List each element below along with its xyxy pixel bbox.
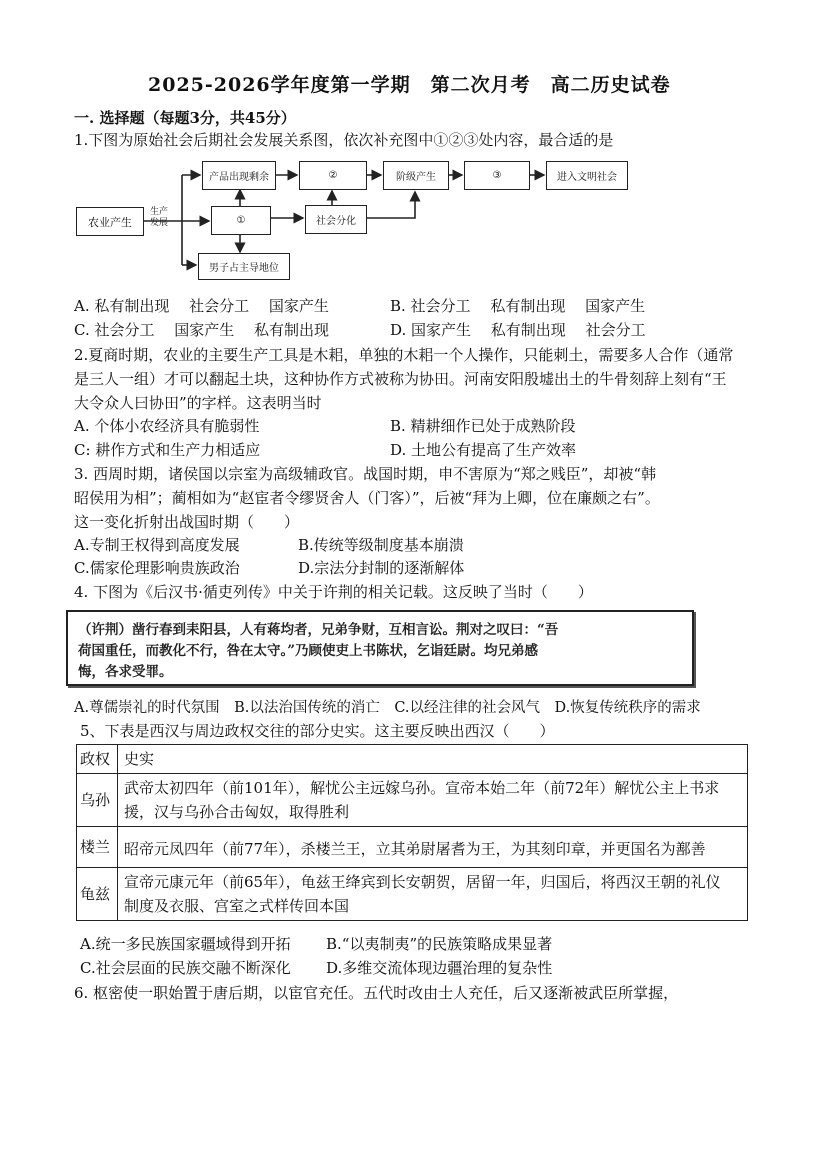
q1-option-c: C. 社会分工 国家产生 私有制出现 — [74, 321, 330, 339]
facts-line: 昭帝元凤四年（前77年），杀楼兰王，立其弟尉屠耆为王，为其刻印章，并更国名为鄯善 — [124, 840, 706, 858]
quote-line-3: 悔，各求受罪。 — [78, 664, 173, 680]
q3-option-a: A.专制王权得到高度发展 — [74, 536, 240, 554]
diagram-connectors — [0, 0, 816, 300]
facts-line: 制度及衣服、宫室之式样传回本国 — [124, 897, 350, 915]
q5-stem: 5、下表是西汉与周边政权交往的部分史实。这主要反映出西汉（ ） — [80, 722, 555, 740]
q4-stem: 4. 下图为《后汉书·循吏列传》中关于许荆的相关记载。这反映了当时（ ） — [74, 583, 593, 601]
exam-title: 2025-2026学年度第一学期 第二次月考 高二历史试卷 — [148, 74, 671, 96]
q3-option-d: D.宗法分封制的逐渐解体 — [298, 559, 465, 577]
facts-line: 宣帝元康元年（前65年），龟兹王绛宾到长安朝贺，居留一年，归国后，将西汉王朝的礼仪 — [124, 873, 721, 891]
q2-line-1: 2.夏商时期，农业的主要生产工具是木耜，单独的木耜一个人操作，只能刺土，需要多人合作（通常 — [74, 346, 734, 364]
circle2-box: ② — [299, 161, 367, 190]
agri-box: 农业产生 — [76, 207, 144, 236]
q5-option-b: B.“以夷制夷”的民族策略成果显著 — [326, 935, 553, 953]
circle3-box: ③ — [464, 161, 530, 190]
q5-option-d: D.多维交流体现边疆治理的复杂性 — [326, 959, 553, 977]
q2-line-3: 大令众人曰协田”的字样。这表明当时 — [74, 394, 322, 412]
quote-line-2: 荷国重任，而教化不行，咎在太守。”乃顾使吏上书陈状，乞诣廷尉。均兄弟感 — [78, 643, 539, 659]
class-box: 阶级产生 — [383, 161, 449, 190]
surplus-box: 产品出现剩余 — [202, 161, 276, 190]
q3-line-3: 这一变化折射出战国时期（ ） — [74, 513, 300, 531]
facts-line: 援，汉与乌孙合击匈奴，取得胜利 — [124, 803, 350, 821]
table-row — [77, 774, 748, 827]
section-heading: 一. 选择题（每题3分，共45分） — [74, 109, 296, 127]
male-dominance-box: 男子占主导地位 — [198, 253, 290, 280]
q3-option-b: B.传统等级制度基本崩溃 — [298, 536, 464, 554]
q2-option-a: A. 个体小农经济具有脆弱性 — [74, 417, 260, 435]
regime-cell: 龟兹 — [77, 868, 118, 921]
facts-line: 武帝太初四年（前101年），解忧公主远嫁乌孙。宣帝本始二年（前72年）解忧公主上书求 — [124, 779, 720, 797]
q3-line-1: 3. 西周时期，诸侯国以宗室为高级辅政官。战国时期，申不害原为“郑之贱臣”，却被“韩 — [74, 465, 657, 483]
table-row — [77, 827, 748, 868]
q5-option-a: A.统一多民族国家疆域得到开拓 — [80, 935, 291, 953]
social-division-box: 社会分化 — [305, 205, 367, 234]
facts-cell — [118, 868, 748, 921]
q5-option-c: C.社会层面的民族交融不断深化 — [80, 959, 291, 977]
q1-option-a: A. 私有制出现 社会分工 国家产生 — [74, 297, 329, 315]
q2-option-d: D. 土地公有提高了生产效率 — [390, 441, 577, 459]
q2-option-c: C: 耕作方式和生产力相适应 — [74, 441, 261, 459]
q1-option-b: B. 社会分工 私有制出现 国家产生 — [390, 297, 646, 315]
production-label-line2: 发展 — [150, 218, 169, 228]
q2-line-2: 是三人一组）才可以翻起土块，这种协作方式被称为协田。河南安阳殷墟出土的牛骨刻辞上刻有“王 — [74, 370, 727, 388]
q3-option-c: C.儒家伦理影响贵族政治 — [74, 559, 240, 577]
q4-quote-box — [66, 610, 694, 686]
q5-history-table — [76, 744, 748, 921]
table-header-row — [77, 745, 748, 774]
q3-line-2: 昭侯用为相”；蔺相如为“赵宦者令缪贤舍人（门客）”，后被“拜为上卿，位在廉颇之右”。 — [74, 489, 660, 507]
table-row — [77, 868, 748, 921]
question-1-stem: 1.下图为原始社会后期社会发展关系图，依次补充图中①②③处内容，最合适的是 — [74, 131, 614, 149]
circle1-box: ① — [211, 206, 271, 235]
production-label-line1: 生产 — [150, 207, 169, 217]
facts-cell — [118, 774, 748, 827]
q4-options: A.尊儒崇礼的时代氛围 B.以法治国传统的消亡 C.以经注律的社会风气 D.恢复传统秩序的需求 — [74, 700, 701, 716]
q6-stem: 6. 枢密使一职始置于唐后期，以宦官充任。五代时改由士人充任，后又逐渐被武臣所掌握， — [74, 984, 679, 1002]
table-header-regime: 政权 — [77, 745, 118, 774]
facts-cell — [118, 827, 748, 868]
regime-cell: 楼兰 — [77, 827, 118, 868]
regime-cell: 乌孙 — [77, 774, 118, 827]
q2-option-b: B. 精耕细作已处于成熟阶段 — [390, 417, 576, 435]
q1-option-d: D. 国家产生 私有制出现 社会分工 — [390, 321, 646, 339]
production-label — [150, 207, 168, 229]
table-header-facts: 史实 — [118, 745, 748, 774]
civilization-box: 进入文明社会 — [546, 161, 628, 190]
quote-line-1: （许荆）凿行春到耒阳县，人有蒋均者，兄弟争财，互相言讼。荆对之叹曰：“吾 — [78, 622, 559, 638]
